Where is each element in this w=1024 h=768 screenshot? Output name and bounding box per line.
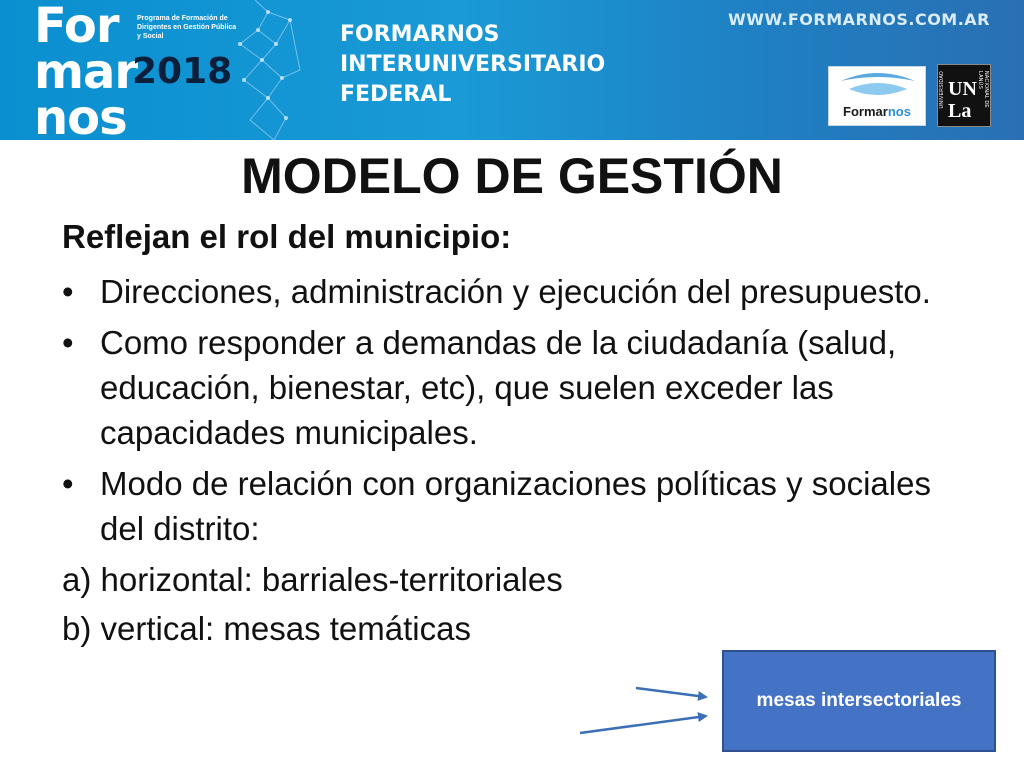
banner-title-line-1: FORMARNOS [340,22,500,47]
unla-logo-un: UN [948,78,977,100]
slide-subtitle: Reflejan el rol del municipio: [62,218,512,255]
brand-logo-text-mar: mar [34,44,138,100]
bullet-icon: • [62,465,74,502]
brand-logo-text-nos: nos [34,90,127,140]
arrow-upper [636,688,706,697]
line-horizontal: a) horizontal: barriales-territoriales [62,561,563,598]
arrow-lower [580,716,706,733]
slide-title: MODELO DE GESTIÓN [241,148,783,204]
bullet-text: Modo de relación con organizaciones políticas y sociales del distrito: [100,465,931,547]
slide-body [62,214,962,651]
bullet-item [62,269,962,314]
banner-title [340,20,605,110]
bullet-text: Como responder a demandas de la ciudadanía (salud, educación, bienestar, etc), que suelen exceder las capacidades municipales. [100,324,897,451]
brand-logo-text-for: For [34,0,119,54]
formarnos-swoosh-icon [829,67,925,107]
formarnos-logo [828,66,926,126]
bullet-text: Direcciones, administración y ejecución del presupuesto. [100,273,931,310]
formarnos-logo-part-2: nos [887,104,911,119]
unla-logo-la: La [948,100,972,122]
brand-year: 2018 [132,51,233,92]
bullet-icon: • [62,324,74,361]
line-vertical: b) vertical: mesas temáticas [62,610,471,647]
callout-text: mesas intersectoriales [756,690,962,711]
unla-logo [937,64,991,127]
bullet-item [62,320,962,455]
unla-logo-side-left: UNIVERSIDAD [939,71,945,109]
website-url: WWW.FORMARNOS.COM.AR [728,10,990,29]
bullet-icon: • [62,273,74,310]
banner-title-line-2: INTERUNIVERSITARIO [340,52,606,77]
banner-title-line-3: FEDERAL [340,82,452,107]
formarnos-logo-word [829,104,925,119]
callout-box [722,650,996,752]
header-banner [0,0,1024,140]
program-description: Programa de Formación de Dirigentes en Gestión Pública y Social [137,15,237,40]
formarnos-logo-part-1: Formar [843,104,888,119]
bullet-item [62,461,962,551]
unla-logo-side-right: NACIONAL DE LANÚS [977,71,989,109]
